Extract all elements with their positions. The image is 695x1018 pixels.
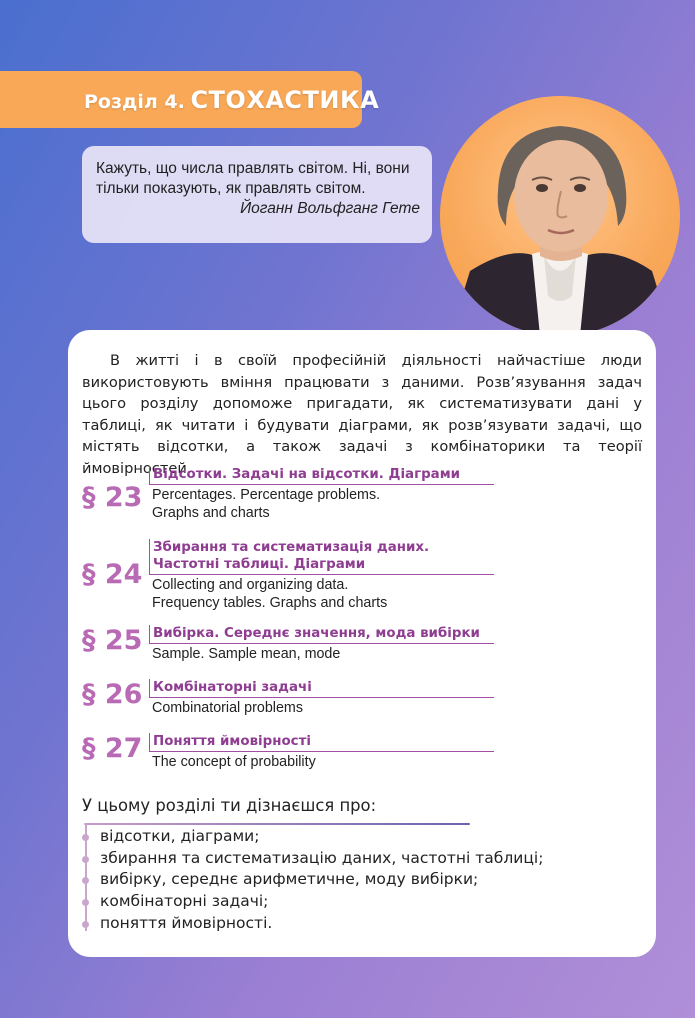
bullet-icon [82, 899, 89, 906]
list-item: збирання та систематизацію даних, частотні таблиці; [82, 848, 543, 870]
list-item: комбінаторні задачі; [82, 891, 543, 913]
quote-text: Кажуть, що числа правлять світом. Ні, вони тільки показують, як правлять світом. [96, 160, 410, 197]
section-title: Збирання та систематизація даних. Частотні таблиці. Діаграми [149, 539, 494, 575]
portrait-illustration-icon [440, 96, 680, 336]
list-item: вибірку, середнє арифметичне, моду вибірки; [82, 869, 543, 891]
section-subtitle: Sample. Sample mean, mode [152, 646, 341, 662]
author-portrait [440, 96, 680, 336]
chapter-title [84, 86, 379, 114]
section-subtitle: The concept of probability [152, 754, 316, 770]
list-item: поняття ймовірності. [82, 913, 543, 935]
quote-author: Йоганн Вольфганг Гете [240, 200, 420, 217]
section-title: Поняття ймовірності [149, 733, 494, 752]
learn-heading: У цьому розділі ти дізнаєшся про: [82, 796, 377, 815]
section-title: Вибірка. Середнє значення, мода вибірки [149, 625, 494, 644]
section-subtitle: Percentages. Percentage problems. Graphs and charts [152, 487, 381, 521]
bullet-icon [82, 856, 89, 863]
learn-list [82, 826, 543, 935]
chapter-label: Розділ 4. [84, 90, 185, 113]
section-title: Відсотки. Задачі на відсотки. Діаграми [149, 466, 494, 485]
section-number: § 27 [82, 733, 143, 764]
section-subtitle: Combinatorial problems [152, 700, 303, 716]
content-card [68, 330, 656, 957]
section-number: § 25 [82, 625, 143, 656]
bullet-icon [82, 921, 89, 928]
section-subtitle: Collecting and organizing data. Frequency tables. Graphs and charts [152, 577, 388, 611]
section-title: Комбінаторні задачі [149, 679, 494, 698]
chapter-name: СТОХАСТИКА [190, 85, 380, 114]
section-number: § 26 [82, 679, 143, 710]
bullet-icon [82, 834, 89, 841]
section-number: § 23 [82, 482, 143, 513]
bullet-icon [82, 877, 89, 884]
chapter-banner [0, 71, 380, 128]
learn-underline [84, 823, 470, 825]
intro-paragraph: В житті і в своїй професійній діяльності найчастіше люди використовують вміння працювати з даними. Розв’язування задач цього розділу допоможе пригадати, як систематизувати дані у таблиці, як читати і будувати діаграми, як розв’язувати задачі, що містять відсотки, а також задачі з комбінаторики та теорії ймовірностей. [82, 352, 642, 477]
list-item: відсотки, діаграми; [82, 826, 543, 848]
section-number: § 24 [82, 559, 143, 590]
epigraph-quote [82, 146, 432, 243]
